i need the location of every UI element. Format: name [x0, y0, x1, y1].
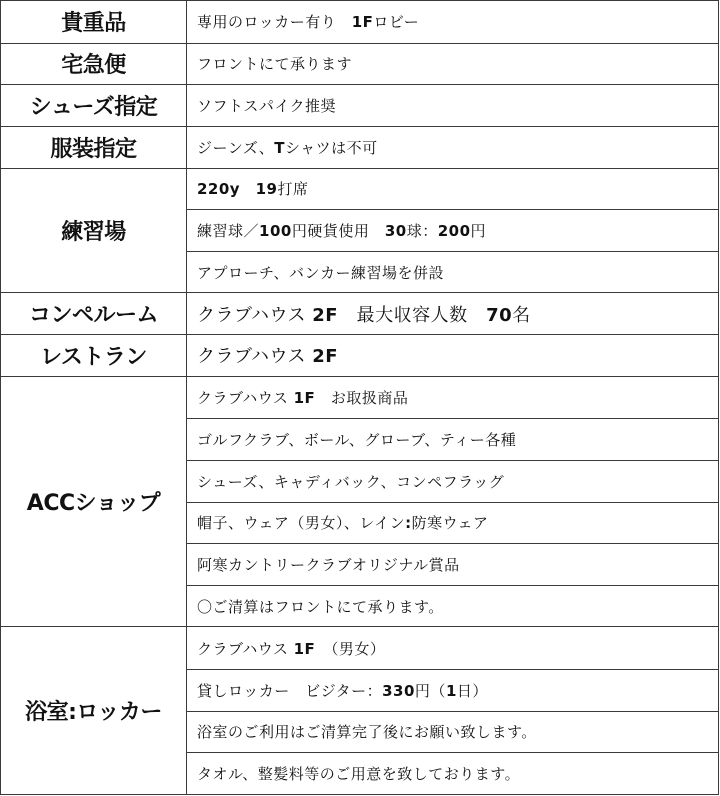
- row-value: [187, 670, 719, 712]
- value-text: ロビー: [373, 13, 420, 32]
- value-bold-text: 100: [259, 221, 292, 240]
- row-value: [187, 711, 719, 753]
- facility-info-body: [1, 1, 719, 795]
- row-label: 貴重品: [1, 1, 187, 44]
- value-text: 練習球／: [197, 221, 260, 240]
- value-text: クラブハウス: [197, 304, 313, 326]
- value-bold-text: 70: [486, 304, 513, 326]
- value-text: （男女）: [315, 639, 386, 658]
- value-bold-text: 220y: [197, 180, 241, 199]
- value-bold-text: 30: [384, 221, 407, 240]
- value-bold-text: 1F: [293, 639, 316, 658]
- value-text: 専用のロッカー有り: [197, 13, 352, 32]
- row-value: [187, 43, 719, 85]
- row-value: [187, 126, 719, 168]
- table-row: [1, 126, 719, 168]
- value-bold-text: 1F: [293, 388, 316, 407]
- value-text: [240, 180, 256, 198]
- table-row: [1, 293, 719, 335]
- value-text: 名: [512, 304, 531, 326]
- row-label: 服装指定: [1, 126, 187, 168]
- row-value: [187, 460, 719, 502]
- row-value: [187, 376, 719, 419]
- value-text: 防寒ウェア: [411, 514, 489, 533]
- value-text: シューズ、キャディバック、コンペフラッグ: [197, 472, 505, 491]
- value-bold-text: :: [405, 514, 412, 533]
- value-bold-text: 1: [445, 681, 457, 700]
- value-text: お取扱商品: [315, 388, 409, 407]
- row-value: [187, 585, 719, 627]
- row-label: 浴室:ロッカー: [1, 627, 187, 795]
- row-value: [187, 544, 719, 586]
- value-text: 球：: [406, 221, 438, 240]
- table-row: [1, 1, 719, 44]
- row-label: 練習場: [1, 168, 187, 293]
- row-label: ACCショップ: [1, 376, 187, 627]
- value-text: 日）: [456, 681, 488, 700]
- value-text: ジーンズ、: [197, 138, 275, 157]
- table-row: [1, 85, 719, 127]
- row-value: [187, 627, 719, 670]
- value-bold-text: 1F: [351, 13, 374, 32]
- row-label: シューズ指定: [1, 85, 187, 127]
- row-value: [187, 335, 719, 377]
- row-value: [187, 168, 719, 210]
- row-label: レストラン: [1, 335, 187, 377]
- value-text: クラブハウス: [197, 346, 313, 368]
- value-text: 円硬貨使用: [291, 221, 385, 240]
- value-bold-text: T: [274, 138, 285, 157]
- value-text: ゴルフクラブ、ボール、グローブ、ティー各種: [197, 431, 517, 450]
- table-row: [1, 627, 719, 670]
- value-text: 貸しロッカー ビジター：: [197, 681, 383, 700]
- value-text: 阿寒カントリークラブオリジナル賞品: [197, 555, 460, 574]
- row-label: コンペルーム: [1, 293, 187, 335]
- value-text: 浴室のご利用はご清算完了後にお願い致します。: [197, 723, 537, 742]
- value-text: 〇ご清算はフロントにて承ります。: [197, 597, 444, 616]
- row-value: [187, 293, 719, 335]
- value-bold-text: 330: [382, 681, 415, 700]
- row-value: [187, 502, 719, 544]
- row-value: [187, 419, 719, 461]
- row-label: 宅急便: [1, 43, 187, 85]
- table-row: [1, 168, 719, 210]
- table-row: [1, 376, 719, 419]
- value-bold-text: 2F: [312, 346, 339, 368]
- value-text: シャツは不可: [284, 138, 378, 157]
- value-bold-text: 19: [255, 180, 278, 199]
- table-row: [1, 43, 719, 85]
- row-value: [187, 85, 719, 127]
- value-text: アプローチ、バンカー練習場を併設: [197, 263, 444, 282]
- row-value: [187, 251, 719, 293]
- value-text: 円（: [414, 681, 446, 700]
- value-bold-text: 2F: [312, 304, 339, 326]
- value-text: クラブハウス: [197, 639, 294, 658]
- table-row: [1, 335, 719, 377]
- value-text: 帽子、ウェア（男女）、レイン: [197, 514, 406, 533]
- row-value: [187, 753, 719, 795]
- value-text: 円: [470, 221, 487, 240]
- value-text: タオル、整髪料等のご用意を致しております。: [197, 765, 521, 784]
- row-value: [187, 1, 719, 44]
- value-text: 最大収容人数: [338, 304, 487, 326]
- value-text: ソフトスパイク推奨: [197, 97, 337, 116]
- value-bold-text: 200: [437, 221, 471, 240]
- row-value: [187, 210, 719, 252]
- value-text: フロントにて承ります: [197, 55, 353, 74]
- value-text: クラブハウス: [197, 388, 294, 407]
- value-text: 打席: [277, 180, 309, 199]
